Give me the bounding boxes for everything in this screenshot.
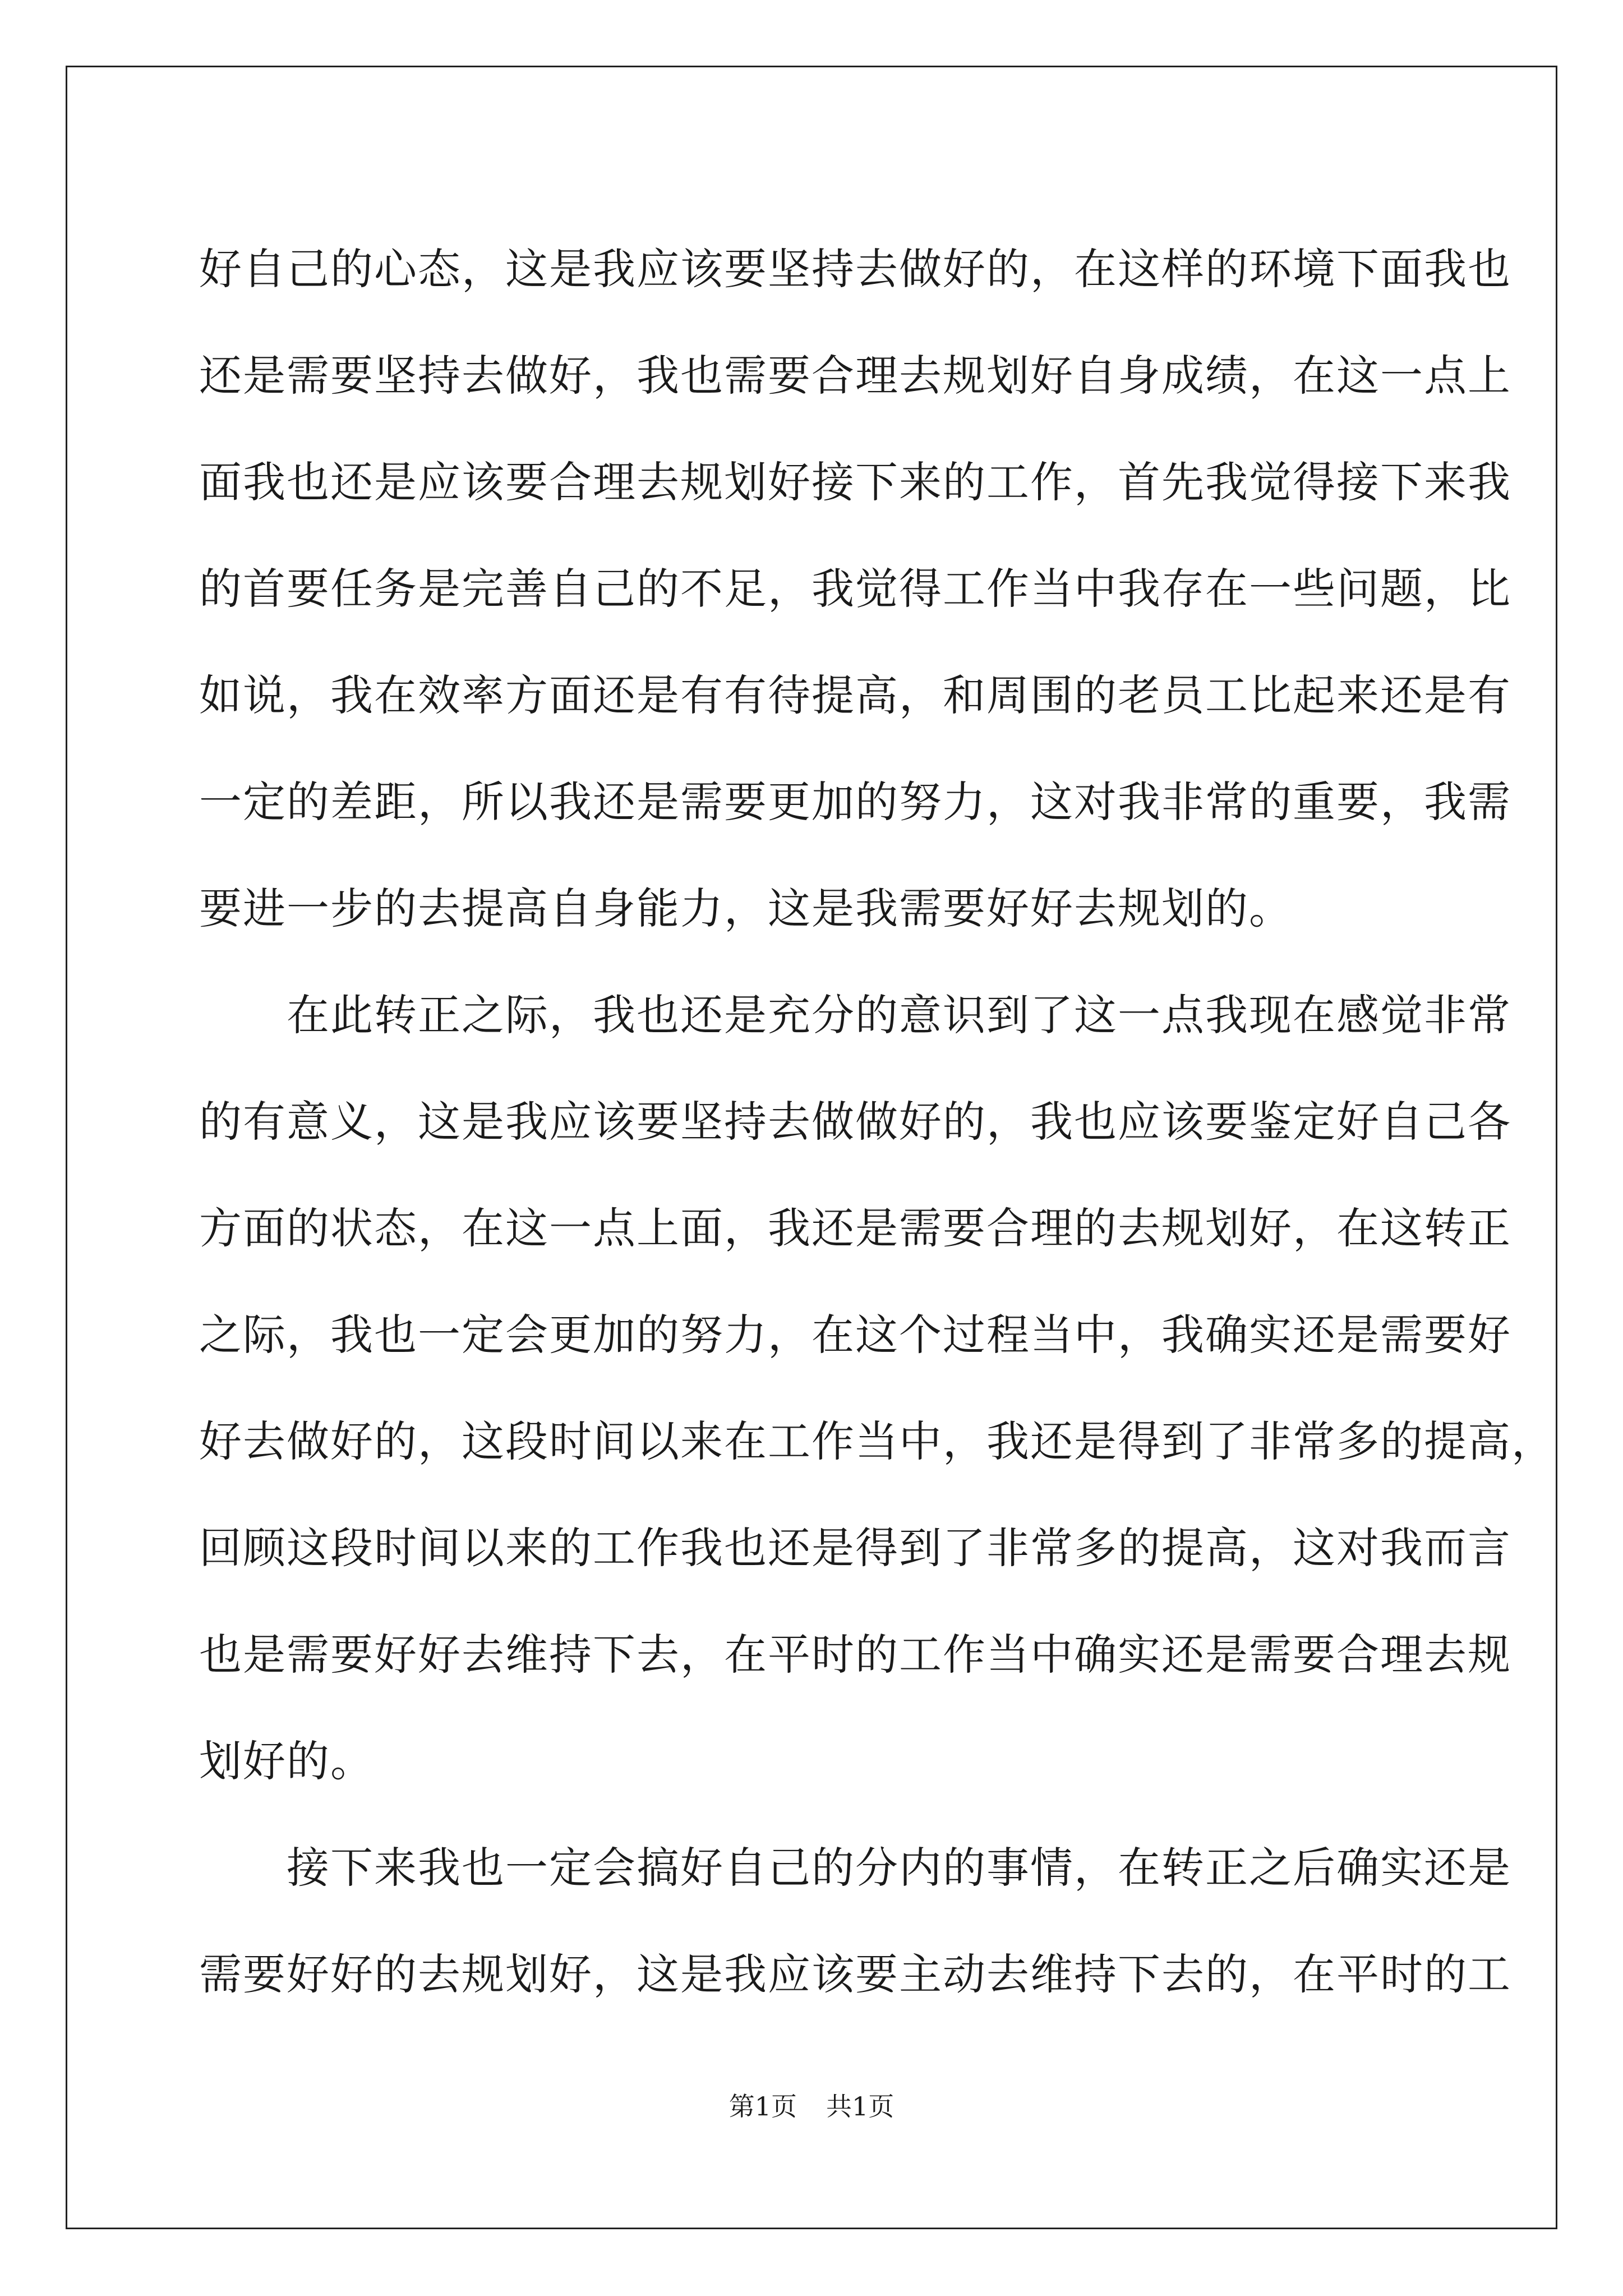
- text-line: 好自己的心态，这是我应该要坚持去做好的，在这样的环境下面我也: [199, 244, 1511, 294]
- text-line: 一定的差距，所以我还是需要更加的努力，这对我非常的重要，我需: [199, 777, 1511, 827]
- text-line: 的有意义，这是我应该要坚持去做做好的，我也应该要鉴定好自己各: [199, 1097, 1511, 1147]
- text-line: 也是需要好好去维持下去，在平时的工作当中确实还是需要合理去规: [199, 1630, 1511, 1680]
- text-line: 需要好好的去规划好，这是我应该要主动去维持下去的，在平时的工: [199, 1949, 1511, 1999]
- text-line: 好去做好的，这段时间以来在工作当中，我还是得到了非常多的提高，: [199, 1416, 1555, 1466]
- page-footer: [0, 2090, 1623, 2123]
- text-line: 回顾这段时间以来的工作我也还是得到了非常多的提高，这对我而言: [199, 1523, 1511, 1573]
- text-line: 还是需要坚持去做好，我也需要合理去规划好自身成绩，在这一点上: [199, 351, 1511, 401]
- text-line: 要进一步的去提高自身能力，这是我需要好好去规划的。: [199, 884, 1293, 933]
- page-number: 第1页: [728, 2091, 797, 2122]
- text-line: 接下来我也一定会搞好自己的分内的事情，在转正之后确实还是: [199, 1843, 1511, 1893]
- text-line: 划好的。: [199, 1736, 374, 1786]
- text-line: 面我也还是应该要合理去规划好接下来的工作，首先我觉得接下来我: [199, 457, 1511, 507]
- text-line: 如说，我在效率方面还是有有待提高，和周围的老员工比起来还是有: [199, 670, 1511, 720]
- page-total: 共1页: [826, 2091, 895, 2122]
- document-body: [199, 216, 1555, 2028]
- text-line: 在此转正之际，我也还是充分的意识到了这一点我现在感觉非常: [199, 990, 1511, 1040]
- text-line: 之际，我也一定会更加的努力，在这个过程当中，我确实还是需要好: [199, 1310, 1511, 1360]
- text-line: 方面的状态，在这一点上面，我还是需要合理的去规划好，在这转正: [199, 1203, 1511, 1253]
- text-line: 的首要任务是完善自己的不足，我觉得工作当中我存在一些问题，比: [199, 564, 1511, 614]
